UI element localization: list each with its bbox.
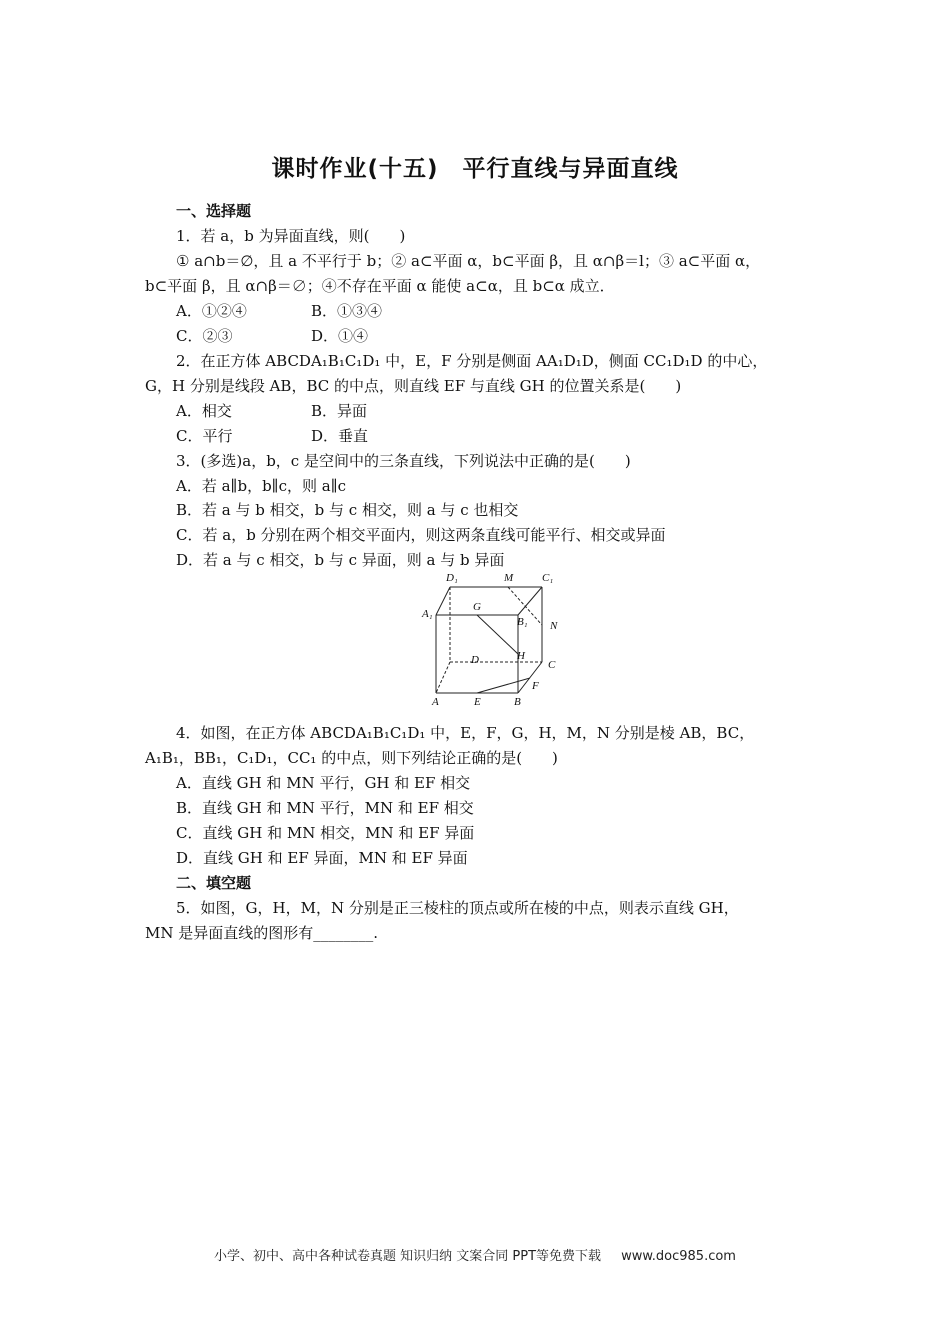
- q2-line1: 2．在正方体 ABCDA₁B₁C₁D₁ 中，E，F 分别是侧面 AA₁D₁D，侧面 CC₁D₁D 的中心，: [176, 352, 768, 370]
- label-f: F: [532, 680, 539, 692]
- q3-option-d: D．若 a 与 c 相交，b 与 c 异面，则 a 与 b 异面: [176, 551, 505, 569]
- label-d: D: [471, 654, 479, 666]
- page-footer: [0, 1245, 950, 1264]
- q4-option-d: D．直线 GH 和 EF 异面，MN 和 EF 异面: [176, 849, 468, 867]
- label-m: M: [504, 572, 514, 584]
- label-n: N: [550, 620, 558, 632]
- segment-gh: [477, 615, 518, 654]
- q1-stem: 1．若 a，b 为异面直线，则( ): [176, 227, 406, 245]
- hidden-edge-d-a: [436, 662, 450, 693]
- q2-option-c: C．平行: [176, 427, 233, 445]
- q1-option-d: D．①④: [311, 327, 369, 345]
- segment-ef: [477, 678, 530, 693]
- footer-text: 小学、初中、高中各种试卷真题 知识归纳 文案合同 PPT等免费下载: [214, 1249, 602, 1264]
- q1-line2: b⊂平面 β，且 α∩β＝∅；④不存在平面 α 能使 a⊂α，且 b⊂α 成立．: [145, 277, 615, 295]
- label-d1: D₁: [446, 572, 458, 584]
- label-c: C: [548, 659, 556, 671]
- q1-option-b: B．①③④: [311, 302, 383, 320]
- section-choice-heading: 一、选择题: [176, 202, 252, 220]
- q3-option-b: B．若 a 与 b 相交，b 与 c 相交，则 a 与 c 也相交: [176, 501, 519, 519]
- q3-option-c: C．若 a，b 分别在两个相交平面内，则这两条直线可能平行、相交或异面: [176, 526, 666, 544]
- q1-option-c: C．②③: [176, 327, 233, 345]
- label-a1: A₁: [422, 608, 433, 620]
- q4-option-c: C．直线 GH 和 MN 相交，MN 和 EF 异面: [176, 824, 475, 842]
- q2-option-b: B．异面: [311, 402, 368, 420]
- label-b1: B₁: [517, 616, 528, 628]
- label-b: B: [514, 696, 521, 708]
- edge-d1-a1: [436, 587, 450, 615]
- q4-line1: 4．如图，在正方体 ABCDA₁B₁C₁D₁ 中，E，F，G，H，M，N 分别是棱 AB，BC，: [176, 724, 755, 742]
- label-e: E: [474, 696, 481, 708]
- page-title: 课时作业(十五) 平行直线与异面直线: [271, 156, 679, 182]
- label-c1: C₁: [542, 572, 554, 584]
- q3-stem: 3．(多选)a，b，c 是空间中的三条直线，下列说法中正确的是( ): [176, 452, 631, 470]
- label-a: A: [432, 696, 439, 708]
- q2-option-a: A．相交: [176, 402, 232, 420]
- q2-option-d: D．垂直: [311, 427, 369, 445]
- q5-line1: 5．如图，G，H，M，N 分别是正三棱柱的顶点或所在棱的中点，则表示直线 GH，: [176, 899, 739, 917]
- q5-line2: MN 是异面直线的图形有________.: [145, 924, 379, 942]
- q3-option-a: A．若 a∥b，b∥c，则 a∥c: [176, 477, 347, 495]
- q1-line1: ① a∩b＝∅，且 a 不平行于 b；② a⊂平面 α，b⊂平面 β，且 α∩β＝l；③ a⊂平面 α，: [176, 252, 761, 270]
- edge-c1-b1: [518, 587, 542, 615]
- q2-line2: G，H 分别是线段 AB，BC 的中点，则直线 EF 与直线 GH 的位置关系是( ): [145, 377, 682, 395]
- cube-figure: [418, 570, 568, 712]
- label-g: G: [473, 601, 481, 613]
- q4-option-a: A．直线 GH 和 MN 平行，GH 和 EF 相交: [176, 774, 471, 792]
- footer-url[interactable]: www.doc985.com: [621, 1249, 736, 1264]
- section-fill-heading: 二、填空题: [176, 874, 252, 892]
- q1-option-a: A．①②④: [176, 302, 247, 320]
- q4-option-b: B．直线 GH 和 MN 平行，MN 和 EF 相交: [176, 799, 474, 817]
- q4-line2: A₁B₁，BB₁，C₁D₁，CC₁ 的中点，则下列结论正确的是( ): [145, 749, 558, 767]
- label-h: H: [517, 650, 525, 662]
